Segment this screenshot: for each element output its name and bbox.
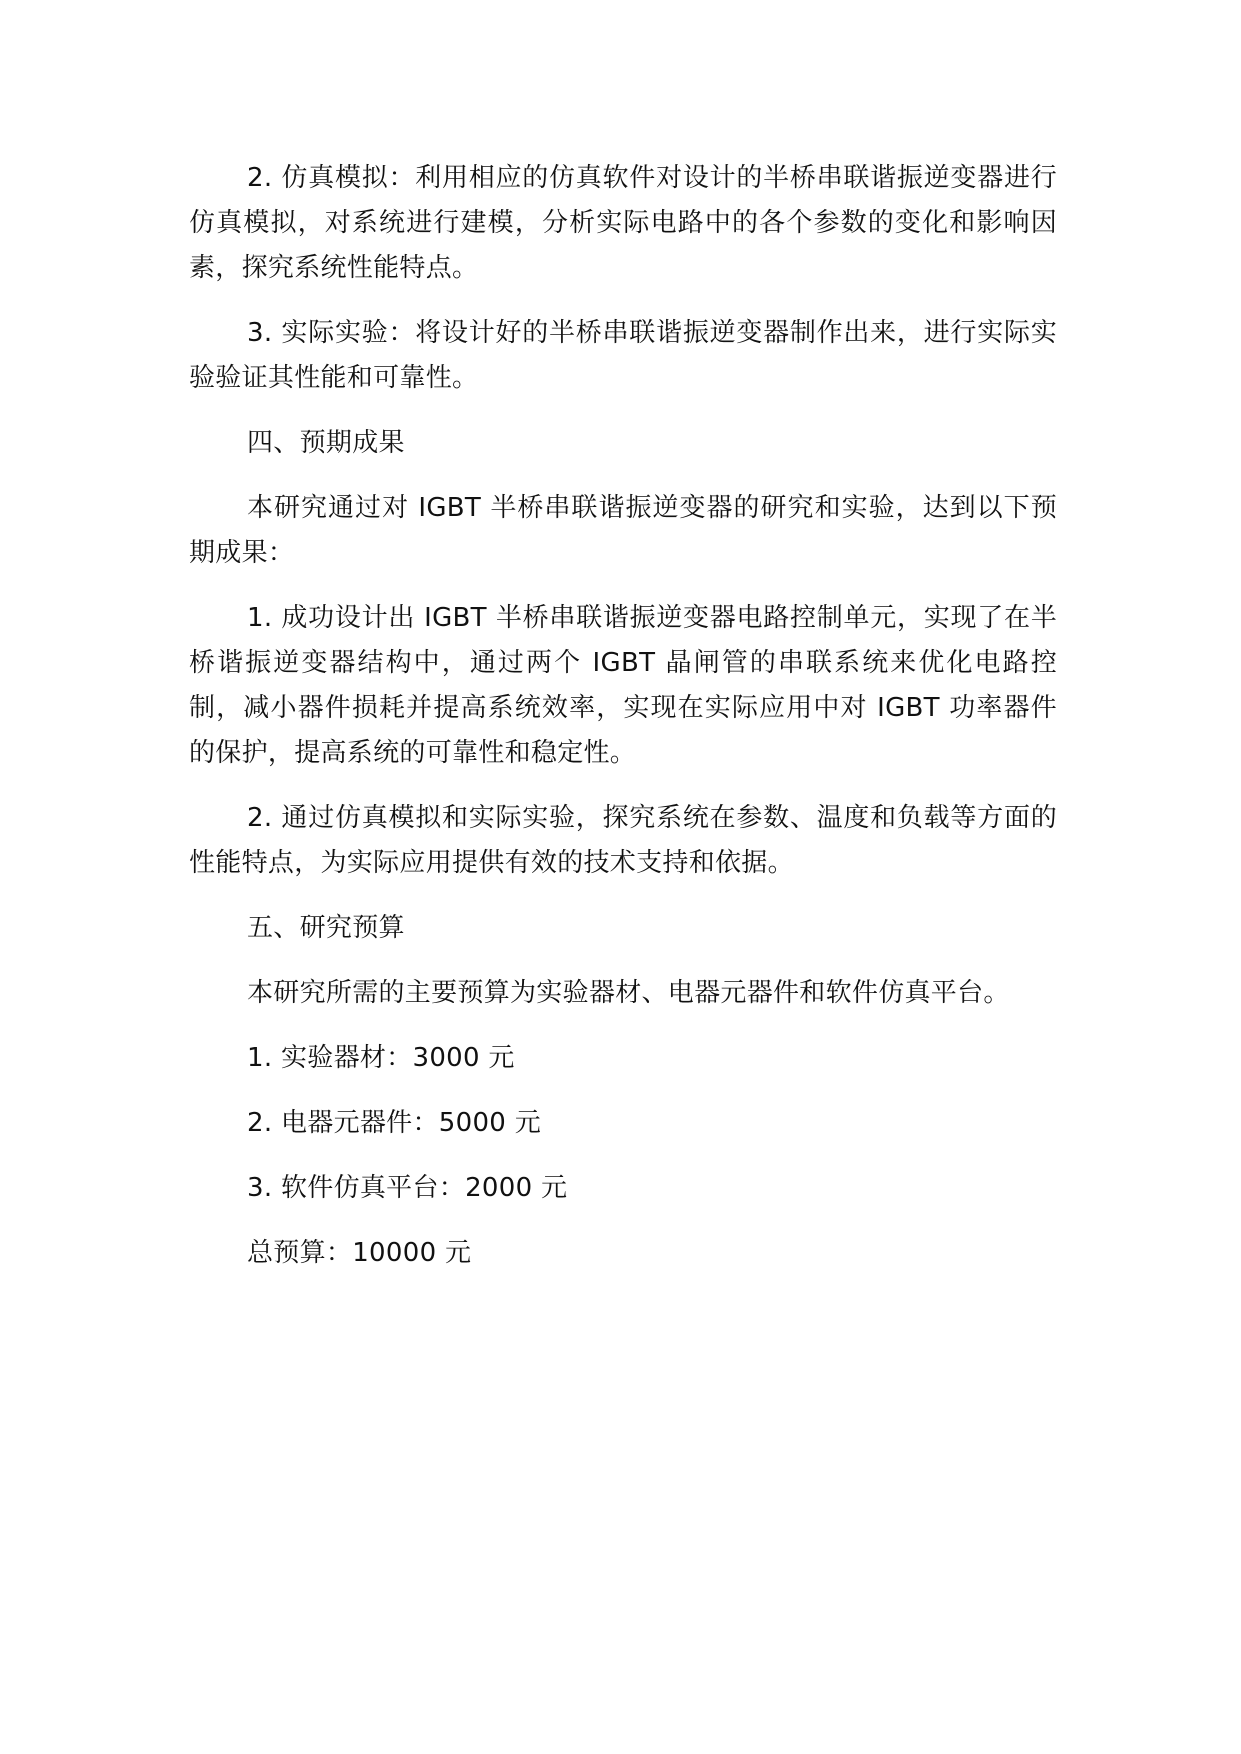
section-heading-budget: 五、研究预算 (247, 913, 405, 943)
paragraph-expected-results-intro: 本研究通过对 IGBT 半桥串联谐振逆变器的研究和实验，达到以下预期成果： (189, 493, 1057, 568)
paragraph-result-2: 2. 通过仿真模拟和实际实验，探究系统在参数、温度和负载等方面的性能特点，为实际应用提供有效的技术支持和依据。 (189, 803, 1057, 878)
document-body (189, 156, 1057, 1296)
paragraph-budget-intro: 本研究所需的主要预算为实验器材、电器元器件和软件仿真平台。 (247, 978, 1010, 1008)
budget-item-software: 3. 软件仿真平台：2000 元 (247, 1173, 568, 1203)
paragraph-result-1: 1. 成功设计出 IGBT 半桥串联谐振逆变器电路控制单元，实现了在半桥谐振逆变器结构中，通过两个 IGBT 晶闸管的串联系统来优化电路控制，减小器件损耗并提高系统效率，实现在实际应用中对 IGBT 功率器件的保护，提高系统的可靠性和稳定性。 (189, 603, 1057, 768)
paragraph-simulation: 2. 仿真模拟：利用相应的仿真软件对设计的半桥串联谐振逆变器进行仿真模拟，对系统进行建模，分析实际电路中的各个参数的变化和影响因素，探究系统性能特点。 (189, 163, 1057, 283)
paragraph-experiment: 3. 实际实验：将设计好的半桥串联谐振逆变器制作出来，进行实际实验验证其性能和可靠性。 (189, 318, 1057, 393)
budget-total: 总预算：10000 元 (247, 1238, 472, 1268)
budget-item-components: 2. 电器元器件：5000 元 (247, 1108, 542, 1138)
budget-item-equipment: 1. 实验器材：3000 元 (247, 1043, 515, 1073)
section-heading-expected-results: 四、预期成果 (247, 428, 405, 458)
